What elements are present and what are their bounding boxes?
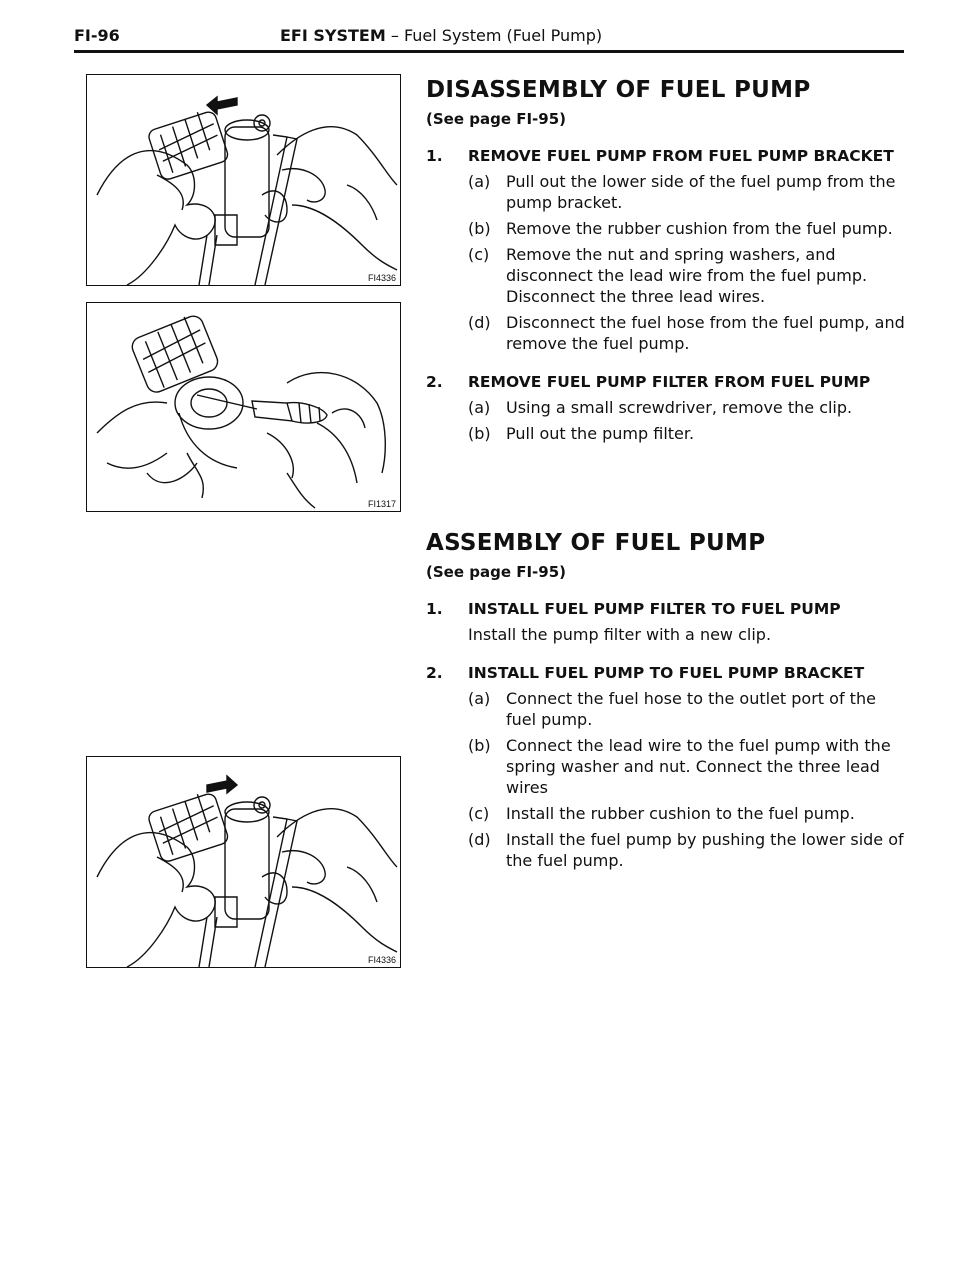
substep-text: Install the fuel pump by pushing the lower side of the fuel pump. [506, 830, 904, 870]
step-number: 1. [426, 147, 443, 165]
assembly-step-1 [426, 599, 910, 619]
substep [426, 171, 910, 213]
illustration-hands-pump-bracket-install [87, 757, 400, 967]
disassembly-step-1 [426, 146, 910, 166]
substep-letter: (a) [468, 172, 491, 191]
substep-text: Disconnect the fuel hose from the fuel pump, and remove the fuel pump. [506, 313, 905, 353]
step-number: 2. [426, 664, 443, 682]
page-number: FI-96 [74, 26, 120, 45]
substep [426, 735, 910, 798]
figure-remove-pump [86, 74, 401, 286]
substep-letter: (d) [468, 313, 491, 332]
substep-text: Remove the nut and spring washers, and disconnect the lead wire from the fuel pump. Disconnect the three lead wires. [506, 245, 868, 306]
figure-id: FI1317 [367, 499, 396, 509]
section-title-bold: EFI SYSTEM [280, 26, 386, 45]
substep-letter: (d) [468, 830, 491, 849]
substep-letter: (a) [468, 689, 491, 708]
substep-text: Pull out the pump filter. [506, 424, 695, 443]
page-header [74, 26, 904, 50]
substep-letter: (b) [468, 424, 491, 443]
assembly-section [426, 529, 910, 871]
substep [426, 397, 910, 418]
substep [426, 688, 910, 730]
step-title: INSTALL FUEL PUMP TO FUEL PUMP BRACKET [468, 664, 865, 682]
assembly-step-2 [426, 663, 910, 683]
substep-text: Connect the fuel hose to the outlet port of the fuel pump. [506, 689, 876, 729]
figure-id: FI4336 [367, 955, 396, 965]
step-text: Install the pump filter with a new clip. [468, 625, 772, 644]
substep [426, 423, 910, 444]
section-title [280, 26, 602, 45]
figure-install-pump [86, 756, 401, 968]
figure-id: FI4336 [367, 273, 396, 283]
assembly-title: ASSEMBLY OF FUEL PUMP [426, 530, 766, 556]
substep-letter: (c) [468, 804, 490, 823]
substep-text: Remove the rubber cushion from the fuel pump. [506, 219, 893, 238]
section-title-rest: – Fuel System (Fuel Pump) [385, 26, 603, 45]
substep [426, 312, 910, 354]
substep-letter: (c) [468, 245, 490, 264]
disassembly-section [426, 76, 910, 444]
step-number: 1. [426, 600, 443, 618]
substep-text: Connect the lead wire to the fuel pump with the spring washer and nut. Connect the three lead wires [506, 736, 891, 797]
disassembly-title: DISASSEMBLY OF FUEL PUMP [426, 77, 811, 103]
substep-text: Pull out the lower side of the fuel pump from the pump bracket. [506, 172, 896, 212]
substep [426, 218, 910, 239]
disassembly-page-ref: (See page FI-95) [426, 110, 567, 128]
illustration-screwdriver-clip [87, 303, 400, 511]
substep [426, 803, 910, 824]
step-title: REMOVE FUEL PUMP FILTER FROM FUEL PUMP [468, 373, 871, 391]
substep [426, 244, 910, 307]
substep-text: Using a small screwdriver, remove the clip. [506, 398, 853, 417]
substep-letter: (b) [468, 219, 491, 238]
substep-text: Install the rubber cushion to the fuel pump. [506, 804, 855, 823]
substep-letter: (a) [468, 398, 491, 417]
substep [426, 829, 910, 871]
header-rule [74, 50, 904, 53]
assembly-page-ref: (See page FI-95) [426, 563, 567, 581]
substep-letter: (b) [468, 736, 491, 755]
illustration-hands-pump-bracket [87, 75, 400, 285]
step-number: 2. [426, 373, 443, 391]
figure-remove-filter [86, 302, 401, 512]
disassembly-step-2 [426, 372, 910, 392]
step-title: INSTALL FUEL PUMP FILTER TO FUEL PUMP [468, 600, 841, 618]
step-title: REMOVE FUEL PUMP FROM FUEL PUMP BRACKET [468, 147, 894, 165]
